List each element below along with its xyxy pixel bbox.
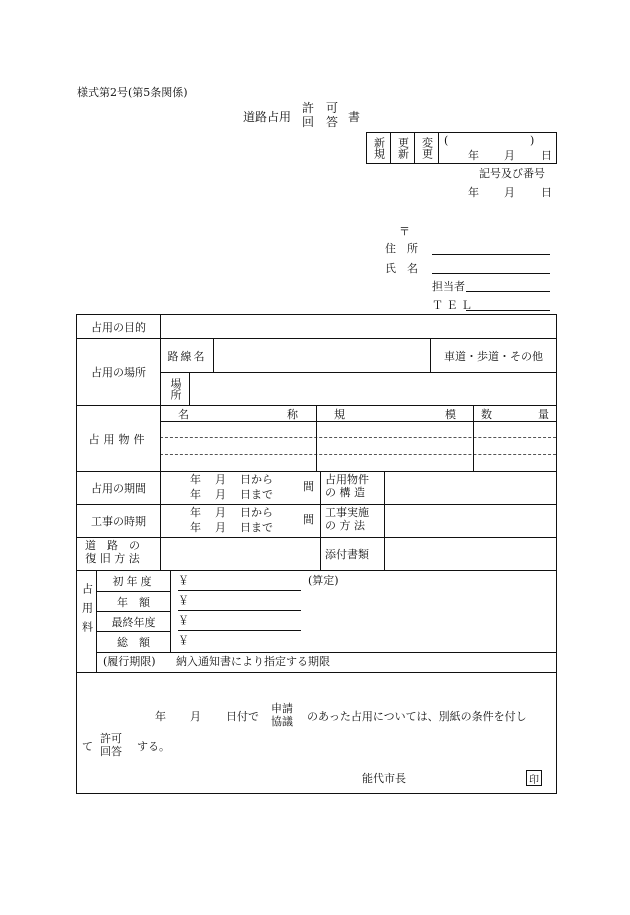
method-label: 工事実施 の 方 法: [325, 506, 369, 532]
yen-annual: ￥: [178, 594, 189, 607]
type-day: 日: [541, 149, 552, 162]
col-qty-1: 数: [481, 407, 492, 421]
restore-method-label: 道 路 の 復 旧 方 法: [85, 539, 140, 565]
occupation-period-label: 占用の期間: [91, 482, 146, 495]
issue-year: 年: [468, 186, 479, 199]
work-period-label: 工事の時期: [91, 515, 146, 528]
object-label: 占用物件: [88, 432, 149, 446]
route-name-field[interactable]: [215, 342, 427, 370]
contact-field[interactable]: [466, 291, 550, 292]
address-field[interactable]: [432, 254, 550, 255]
location-label: 場所: [169, 378, 182, 400]
name-label: 氏 名: [385, 262, 418, 275]
title-prefix: 道路占用: [243, 110, 292, 124]
yen-final: ￥: [178, 614, 189, 627]
issue-month: 月: [504, 186, 515, 199]
seal-mark: 印: [526, 770, 542, 786]
type-new[interactable]: 新規: [372, 137, 386, 159]
fee-annual-field[interactable]: [178, 610, 301, 611]
period-from: 年 月 日から: [190, 473, 273, 486]
title-option-reply: 回 答: [302, 114, 339, 129]
structure-label: 占用物件 の 構 造: [325, 473, 369, 499]
work-from: 年 月 日から: [190, 506, 273, 519]
type-renew[interactable]: 更新: [396, 137, 410, 159]
notice-body: のあった占用については、別紙の条件を付し: [307, 710, 527, 723]
mayor-title: 能代市長: [362, 772, 406, 785]
tel-field[interactable]: [466, 310, 550, 311]
fee-label: 占用料: [80, 583, 94, 640]
notice-permit-options[interactable]: 許可 回答: [100, 732, 122, 758]
col-scale-2: 模: [445, 407, 456, 421]
deadline-label: (履行期限): [103, 655, 156, 668]
purpose-label: 占用の目的: [91, 320, 146, 334]
yen-first: ￥: [178, 574, 189, 587]
address-label: 住 所: [385, 242, 418, 255]
work-to: 年 月 日まで: [190, 521, 273, 534]
yen-total: ￥: [178, 634, 189, 647]
road-type-options[interactable]: 車道・歩道・その他: [444, 349, 543, 363]
work-kan: 間: [303, 513, 314, 526]
issue-day: 日: [541, 186, 552, 199]
fee-first-year-label: 初年度: [112, 575, 155, 588]
fee-final-year-label: 最終年度: [111, 615, 156, 629]
location-field[interactable]: [191, 375, 553, 403]
purpose-field[interactable]: [162, 318, 554, 336]
type-month: 月: [504, 149, 515, 162]
type-change[interactable]: 変更: [420, 137, 434, 159]
estimate-label: (算定): [308, 574, 339, 587]
type-paren-close: ): [530, 134, 535, 147]
notice-year: 年: [155, 710, 166, 723]
col-name-2: 称: [287, 407, 298, 421]
notice-suru: する。: [137, 740, 170, 753]
form-number: 様式第2号(第5条関係): [77, 86, 188, 99]
fee-total-label: 総 額: [117, 636, 150, 649]
col-qty-2: 量: [538, 407, 549, 421]
attached-docs-label: 添付書類: [325, 548, 369, 561]
notice-te: て: [82, 740, 93, 753]
notice-date-suffix: 日付で: [226, 710, 259, 723]
name-field[interactable]: [432, 273, 550, 274]
type-paren-open: (: [444, 134, 449, 147]
fee-final-field[interactable]: [178, 630, 301, 631]
fee-first-field[interactable]: [178, 590, 301, 591]
title-options: [302, 102, 338, 130]
period-kan: 間: [303, 480, 314, 493]
issue-code-label: 記号及び番号: [479, 167, 545, 180]
route-name-label: 路線名: [167, 349, 207, 363]
col-scale-1: 規: [334, 407, 345, 421]
contact-label: 担当者: [432, 280, 465, 293]
notice-month: 月: [190, 710, 201, 723]
title-suffix: 書: [348, 110, 361, 124]
period-to: 年 月 日まで: [190, 488, 273, 501]
type-year: 年: [468, 149, 479, 162]
notice-apply-options[interactable]: 申請 協議: [271, 702, 293, 728]
col-name-1: 名: [178, 407, 189, 421]
title-option-permit: 許 可: [302, 101, 339, 115]
place-label: 占用の場所: [91, 366, 146, 379]
fee-annual-label: 年 額: [117, 595, 150, 609]
postal-mark: 〒: [399, 225, 410, 238]
deadline-text: 納入通知書により指定する期限: [176, 655, 330, 668]
tel-label: Ｔ Ｅ Ｌ: [432, 299, 472, 312]
